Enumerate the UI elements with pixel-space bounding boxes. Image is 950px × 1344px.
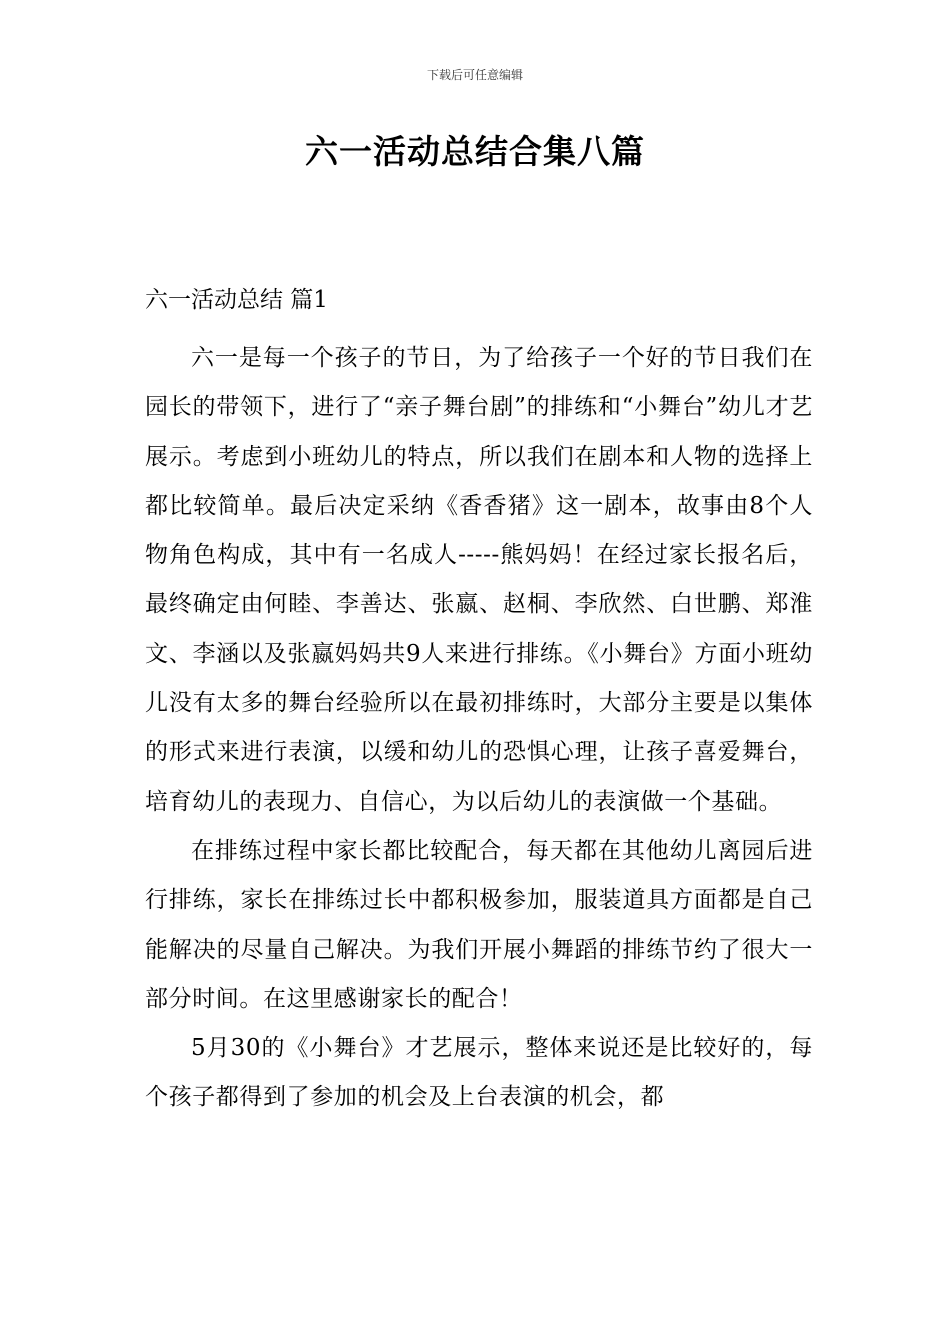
paragraph: 六一是每一个孩子的节日，为了给孩子一个好的节日我们在园长的带领下，进行了“亲子舞台剧”的排练和“小舞台”幼儿才艺展示。考虑到小班幼儿的特点，所以我们在剧本和人物的选择上都比较简单。最后决定采纳《香香猪》这一剧本，故事由8个人物角色构成，其中有一名成人-----熊妈妈！在经过家长报名后，最终确定由何睦、李善达、张嬴、赵桐、李欣然、白世鹏、郑淮文、李涵以及张嬴妈妈共9人来进行排练。《小舞台》方面小班幼儿没有太多的舞台经验所以在最初排练时，大部分主要是以集体的形式来进行表演，以缓和幼儿的恐惧心理，让孩子喜爱舞台，培育幼儿的表现力、自信心，为以后幼儿的表演做一个基础。 (145, 345, 813, 815)
section-heading: 六一活动总结 篇1 (145, 287, 328, 313)
header-note: 下载后可任意编辑 (426, 68, 523, 82)
document-title: 六一活动总结合集八篇 (305, 132, 645, 171)
paragraph: 在排练过程中家长都比较配合，每天都在其他幼儿离园后进行排练，家长在排练过长中都积极参加，服装道具方面都是自己能解决的尽量自己解决。为我们开展小舞蹈的排练节约了很大一部分时间。在这里感谢家长的配合！ (145, 837, 813, 1012)
paragraph: 5月30的《小舞台》才艺展示，整体来说还是比较好的，每个孩子都得到了参加的机会及上台表演的机会，都 (145, 1035, 813, 1111)
body-text (145, 334, 813, 1123)
